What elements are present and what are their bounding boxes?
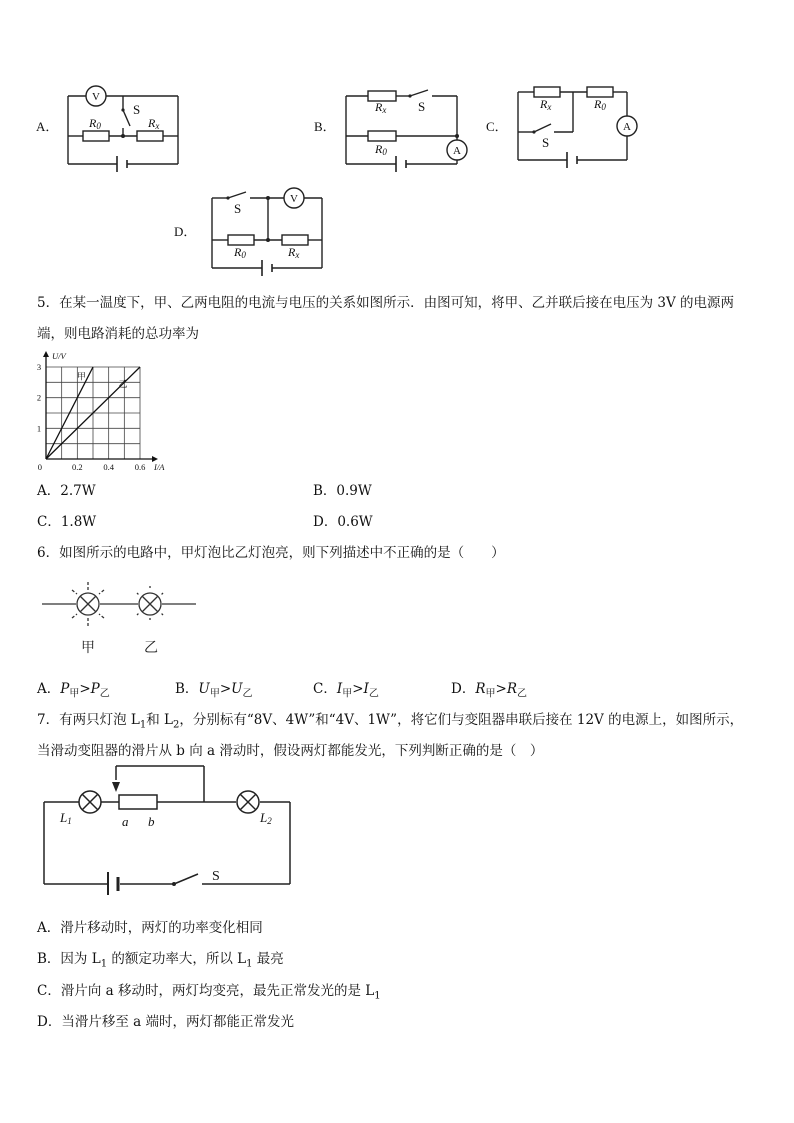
svg-text:Rx: Rx (540, 97, 552, 112)
y-tick-label: 1 (36, 423, 42, 434)
y-tick-label: 3 (36, 362, 42, 372)
q6-option-d: D．$R_甲>R_乙$ (451, 681, 527, 700)
series-label-1: 乙 (118, 378, 128, 389)
q7-circuit (38, 760, 298, 895)
circuit-c (518, 92, 627, 160)
svg-text:R0: R0 (375, 142, 387, 157)
option-d-label: D． (174, 224, 197, 239)
q7-option-b: B．因为 $L_1$ 的额定功率大，所以 $L_1$ 最亮 (37, 951, 284, 970)
q5-stem-line2: 端，则电路消耗的总功率为 (37, 326, 199, 342)
u-i-chart (30, 344, 180, 472)
q7-option-d: D．当滑片移至 a 端时，两灯都能正常发光 (37, 1014, 294, 1030)
resistor-r0 (83, 131, 109, 141)
q7-stem-line2: 当滑动变阻器的滑片从 b 向 a 滑动时，假设两灯都能发光，下列判断正确的是（ ） (37, 743, 544, 759)
option-c-label: C． (486, 119, 508, 134)
resistor-rx (282, 235, 308, 245)
q4-circuits (0, 0, 794, 280)
slider-arrow-icon (112, 782, 120, 792)
q6-option-a: A．$P_甲>P_乙$ (37, 681, 110, 700)
q5-option-b: B．0.9W (313, 483, 372, 499)
svg-text:R0: R0 (234, 245, 246, 260)
q6-option-c: C．$I_甲>I_乙$ (313, 681, 379, 700)
option-b-label: B． (314, 119, 336, 134)
x-tick-label: 0.2 (72, 462, 83, 472)
resistor-rx (534, 87, 560, 97)
battery-icon (108, 872, 118, 895)
svg-text:Rx: Rx (288, 245, 300, 260)
ammeter-label: A (453, 145, 461, 157)
resistor-rx (137, 131, 163, 141)
switch-label: S (133, 102, 141, 117)
l2-label: L2 (260, 810, 272, 826)
switch-label: S (418, 99, 426, 114)
q5-option-d: D．0.6W (313, 514, 373, 530)
x-tick-label: 0 (37, 462, 42, 472)
x-axis-label: I/A (154, 462, 165, 472)
q7-stem-line1: 7．有两只灯泡 $L_1$和 $L_2$，分别标有“8V、4W”和“4V、1W”，将它们与变阻器串联后接在 12V 的电源上，如图所示， (37, 712, 744, 731)
q5-option-c: C．1.8W (37, 514, 97, 530)
voltmeter-label: V (290, 193, 298, 205)
q7-option-a: A．滑片移动时，两灯的功率变化相同 (37, 920, 263, 936)
y-tick-label: 2 (36, 392, 42, 403)
q7-option-c: C．滑片向 a 移动时，两灯均变亮，最先正常发光的是 $L_1$ (37, 983, 381, 1002)
lamp-yi-label: 乙 (144, 641, 158, 656)
q6-option-b: B．$U_甲>U_乙$ (175, 681, 253, 700)
rheostat-icon (119, 795, 157, 809)
x-tick-label: 0.6 (134, 462, 146, 472)
y-axis-arrow-icon (43, 351, 49, 357)
a-label: a (122, 814, 129, 829)
svg-text:Rx: Rx (375, 100, 387, 115)
resistor-r0 (587, 87, 613, 97)
b-label: b (148, 814, 155, 829)
q6-lamps-figure (36, 578, 206, 658)
voltmeter-label: V (92, 91, 100, 103)
lamp-jia-icon (72, 582, 104, 626)
q5-stem-line1: 5．在某一温度下，甲、乙两电阻的电流与电压的关系如图所示．由图可知，将甲、乙并联后接在电压为 3V 的电源两 (37, 295, 735, 311)
lamp-yi-icon (137, 586, 163, 622)
lamp-l1-icon (79, 791, 101, 813)
circuit-d (212, 192, 322, 268)
switch-label: S (542, 135, 550, 150)
option-a-label: A． (36, 119, 59, 134)
q6-stem: 6．如图所示的电路中，甲灯泡比乙灯泡亮，则下列描述中不正确的是（ ） (37, 545, 505, 561)
q5-graph (30, 344, 180, 472)
svg-text:Rx: Rx (148, 116, 160, 131)
y-axis-label: U/V (52, 351, 66, 361)
resistor-r0 (228, 235, 254, 245)
svg-text:R0: R0 (89, 116, 101, 131)
x-tick-label: 0.4 (103, 462, 114, 472)
ammeter-label: A (623, 121, 631, 133)
resistor-r0 (368, 131, 396, 141)
q4-circuit-diagrams (0, 0, 794, 280)
l1-label: L1 (60, 810, 72, 826)
q5-option-a: A．2.7W (37, 483, 96, 499)
lamp-l2-icon (237, 791, 259, 813)
series-label-0: 甲 (76, 371, 86, 382)
circuit-b (346, 90, 457, 164)
svg-text:R0: R0 (594, 97, 606, 112)
switch-s-label: S (212, 869, 220, 884)
switch-label: S (234, 201, 242, 216)
circuit-a (68, 96, 178, 164)
lamp-jia-label: 甲 (81, 641, 95, 656)
